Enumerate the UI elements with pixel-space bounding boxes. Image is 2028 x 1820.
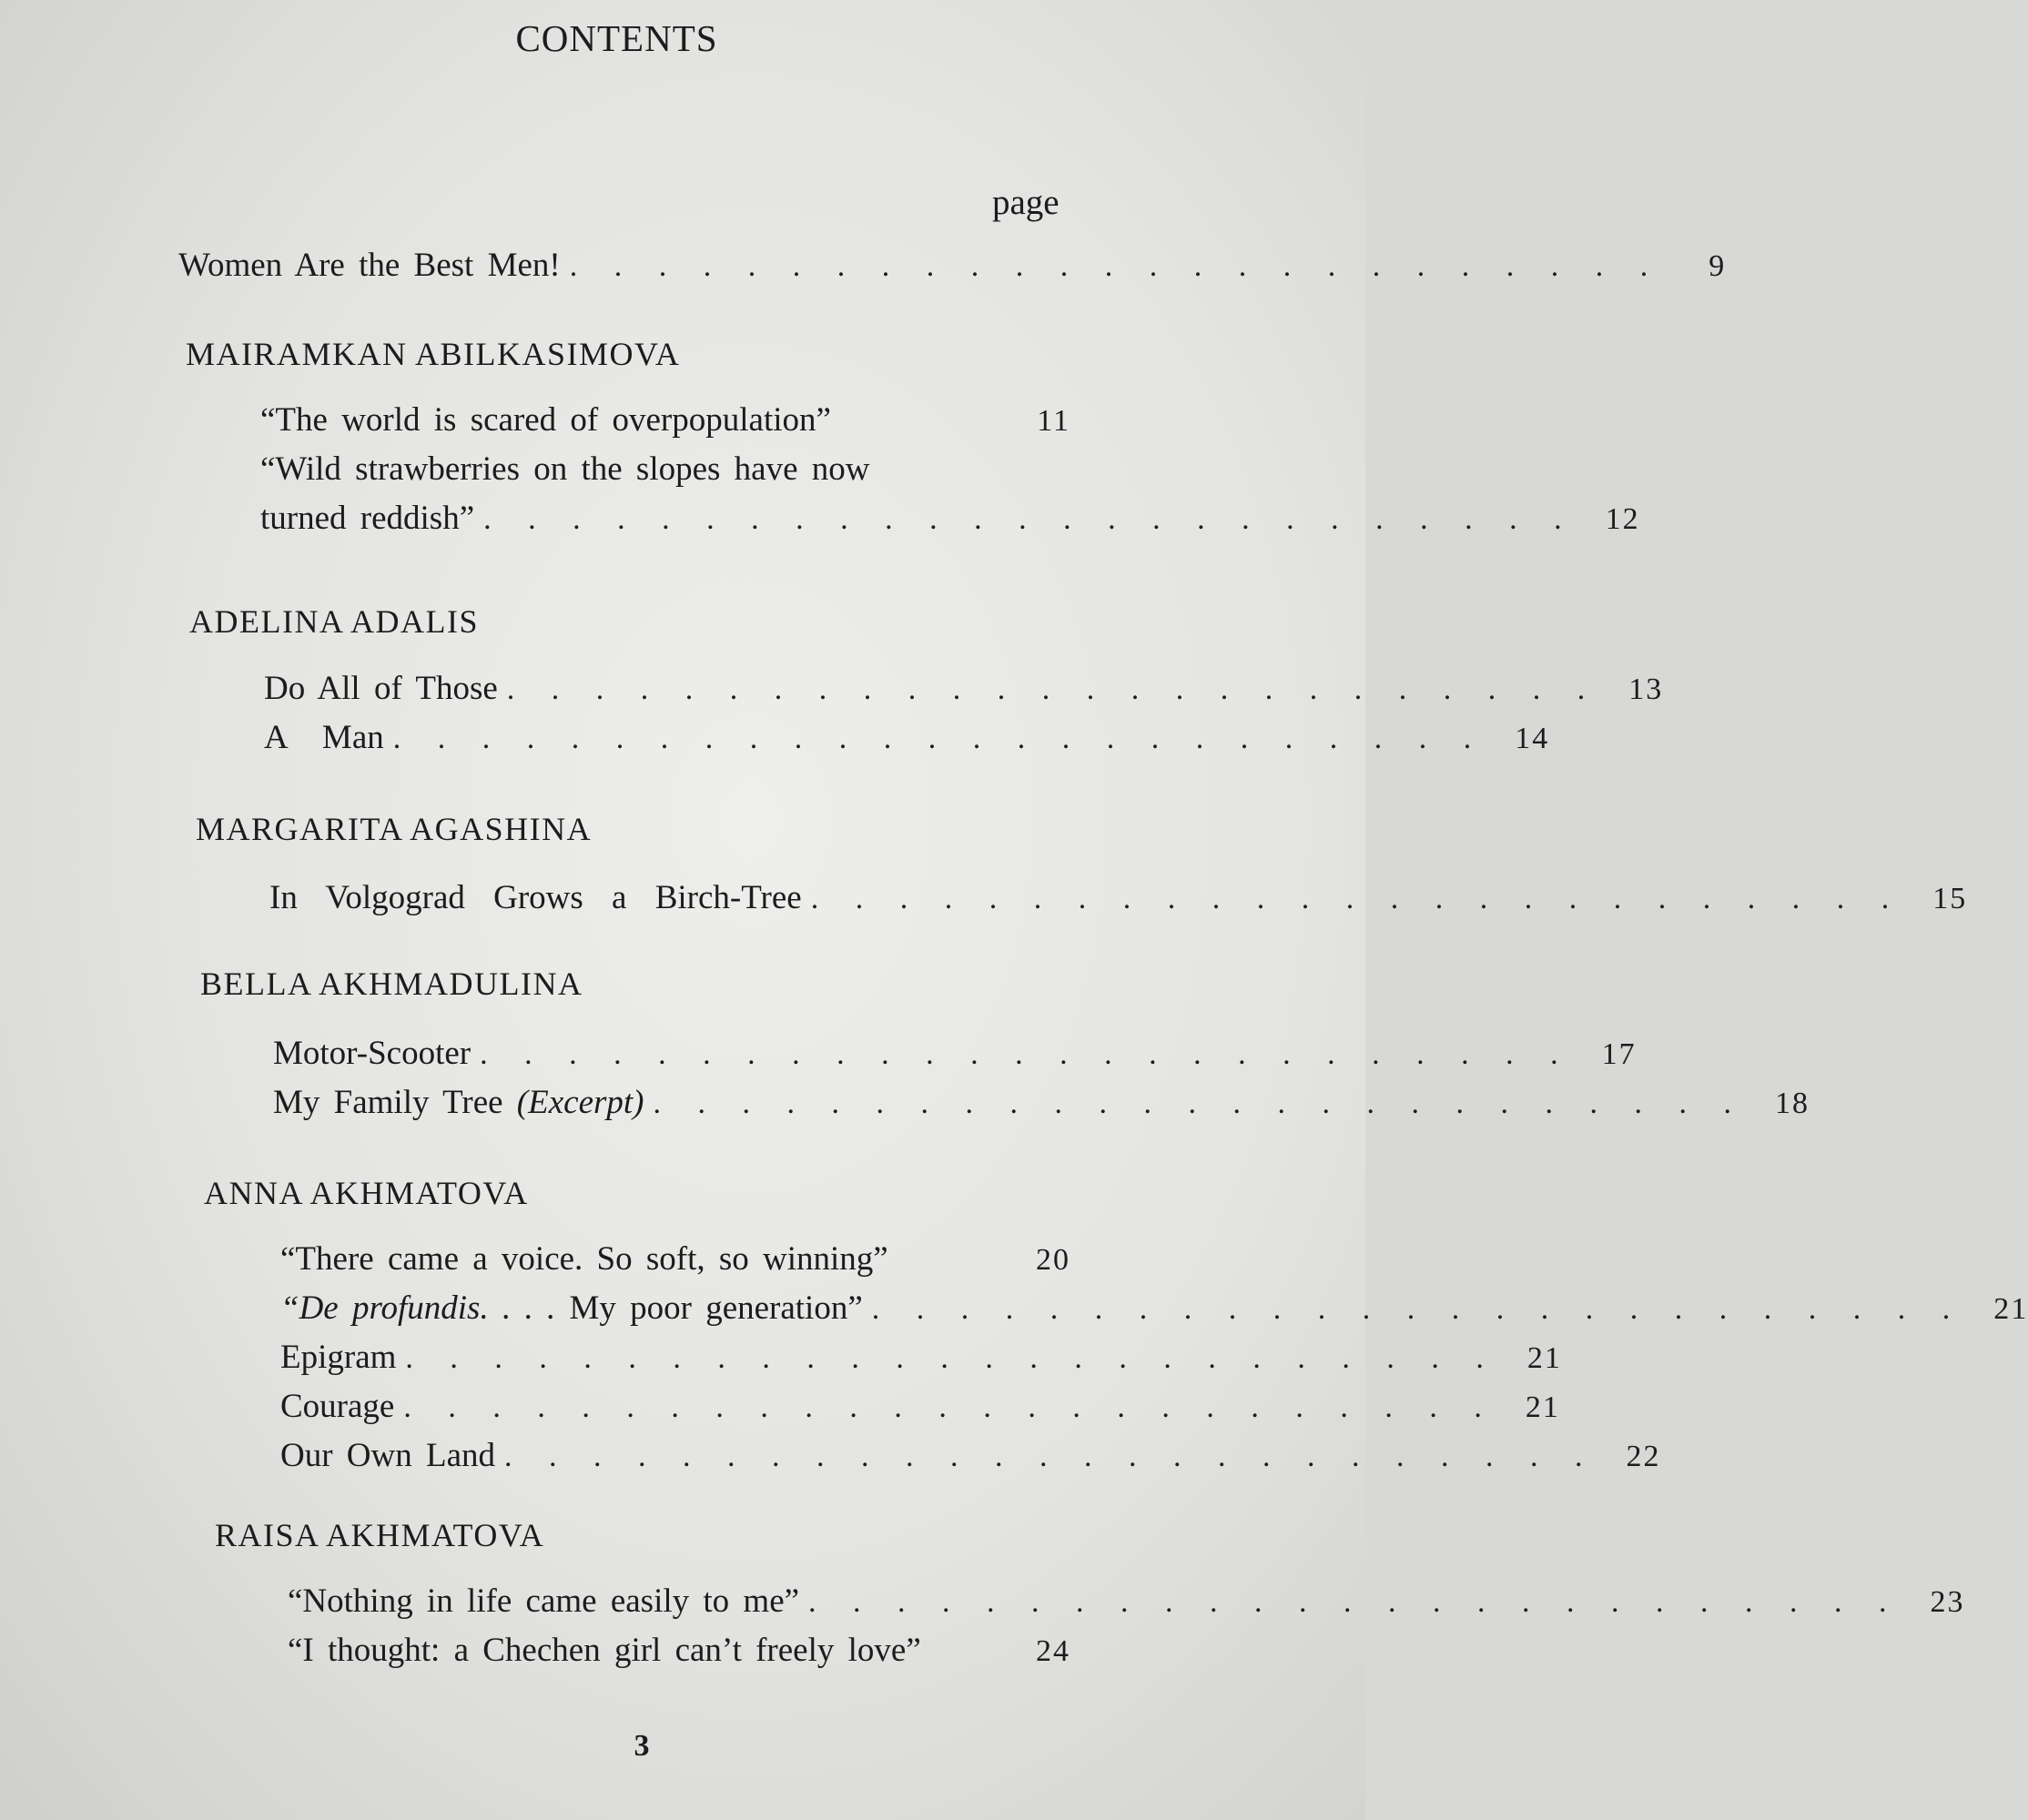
- entry-title: Motor-Scooter: [273, 1035, 472, 1072]
- leader-dots: . . . . . . . . . . . . . . . . . . . . . . . . .: [653, 1087, 1746, 1120]
- toc-section-entries: [260, 400, 1640, 548]
- author-heading: BELLA AKHMADULINA: [200, 966, 583, 1002]
- leader-dots: . . . . . . . . . . . . . . . . . . . . . . . . .: [810, 882, 1904, 915]
- entry-title: “Nothing in life came easily to me”: [288, 1582, 800, 1620]
- entry-page-number: 13: [1628, 672, 1664, 706]
- leader-dots: . . . . . . . . . . . . . . . . . . . . . . . . .: [504, 1440, 1597, 1473]
- toc-entry[interactable]: [280, 1436, 1661, 1485]
- entry-page-number: 14: [1515, 722, 1550, 755]
- toc-section-entries: [273, 1034, 1810, 1132]
- leader-dots: . . . . . . . . . . . . . . . . . . . . . . . . .: [483, 502, 1577, 536]
- entry-title: “I thought: a Chechen girl can’t freely love”: [288, 1632, 921, 1669]
- toc-entry[interactable]: [264, 718, 1550, 767]
- entry-page-number: 12: [1605, 502, 1640, 536]
- entry-title: In Volgograd Grows a Birch-Tree: [269, 879, 802, 916]
- entry-page-number: 22: [1626, 1440, 1661, 1473]
- entry-title: “There came a voice. So soft, so winning”: [280, 1240, 888, 1278]
- entry-title: [280, 1289, 863, 1328]
- entry-title: turned reddish”: [260, 500, 475, 537]
- toc-section-entries: [269, 878, 1968, 927]
- author-heading: ADELINA ADALIS: [189, 603, 479, 640]
- entry-title: Do All of Those: [264, 670, 498, 707]
- leader-dots: . . . . . . . . . . . . . . . . . . . . . . . . .: [506, 672, 1600, 706]
- toc-entry[interactable]: [288, 1582, 1965, 1631]
- toc-entry[interactable]: [280, 1289, 2028, 1338]
- entry-page-number: 24: [1036, 1634, 1070, 1668]
- toc-entry[interactable]: [280, 1239, 1070, 1289]
- entry-page-number: 11: [1037, 404, 1070, 438]
- toc-entry-intro[interactable]: [178, 246, 1727, 295]
- leader-dots: . . . . . . . . . . . . . . . . . . . . . . . . .: [569, 249, 1663, 283]
- page-column-label: page: [992, 183, 1060, 222]
- toc-entry[interactable]: [260, 400, 1070, 450]
- entry-title-line[interactable]: “Wild strawberries on the slopes have now: [260, 450, 870, 488]
- leader-dots: . . . . . . . . . . . . . . . . . . . . . . . . .: [392, 722, 1486, 755]
- entry-title: Our Own Land: [280, 1437, 496, 1474]
- entry-page-number: 21: [1993, 1292, 2028, 1326]
- toc-section-entries: [288, 1582, 1965, 1680]
- entry-page-number: 18: [1775, 1087, 1810, 1120]
- author-heading: MAIRAMKAN ABILKASIMOVA: [186, 336, 681, 372]
- toc-section-entries: [264, 669, 1664, 767]
- toc-entry[interactable]: [273, 1083, 1810, 1132]
- leader-dots: . . . . . . . . . . . . . . . . . . . . . . . . .: [871, 1292, 1965, 1326]
- entry-page-number: 15: [1932, 882, 1968, 915]
- entry-page-number: 9: [1709, 249, 1727, 283]
- leader-dots: . . . . . . . . . . . . . . . . . . . . . . . . .: [480, 1037, 1573, 1071]
- entry-page-number: 21: [1526, 1341, 1562, 1375]
- author-heading: RAISA AKHMATOVA: [215, 1517, 545, 1553]
- page-folio: 3: [634, 1729, 650, 1763]
- toc-entry[interactable]: [280, 1387, 1560, 1436]
- toc-entry[interactable]: [288, 1631, 1070, 1680]
- leader-dots: . . . . . . . . . . . . . . . . . . . . . . . . .: [403, 1390, 1496, 1424]
- leader-dots: . . . . . . . . . . . . . . . . . . . . . . . . .: [405, 1341, 1498, 1375]
- entry-page-number: 23: [1930, 1585, 1965, 1619]
- toc-entry[interactable]: [273, 1034, 1637, 1083]
- leader-dots: . . . . . . . . . . . . . . . . . . . . . . . . .: [808, 1585, 1901, 1619]
- entry-page-number: 20: [1036, 1243, 1070, 1277]
- entry-title-latin: “De profundis. . . .: [280, 1289, 556, 1327]
- entry-title: A Man: [264, 719, 384, 756]
- entry-title: Women Are the Best Men!: [178, 247, 561, 284]
- toc-entry[interactable]: [260, 499, 1640, 548]
- entry-title: Epigram: [280, 1339, 397, 1376]
- entry-title-main: My Family Tree: [273, 1084, 503, 1121]
- entry-title: Courage: [280, 1388, 395, 1425]
- author-heading: MARGARITA AGASHINA: [196, 811, 593, 847]
- entry-title: [273, 1083, 644, 1122]
- toc-entry[interactable]: [280, 1338, 1562, 1387]
- contents-heading: CONTENTS: [515, 17, 718, 59]
- entry-title-note: (Excerpt): [516, 1084, 644, 1121]
- entry-page-number: 17: [1601, 1037, 1637, 1071]
- entry-title-main: My poor generation”: [569, 1289, 863, 1327]
- toc-section-entries: [280, 1239, 2028, 1485]
- entry-title: “The world is scared of overpopulation”: [260, 401, 831, 439]
- toc-entry[interactable]: [269, 878, 1968, 927]
- author-heading: ANNA AKHMATOVA: [204, 1175, 529, 1211]
- entry-page-number: 21: [1525, 1390, 1560, 1424]
- toc-entry[interactable]: [264, 669, 1664, 718]
